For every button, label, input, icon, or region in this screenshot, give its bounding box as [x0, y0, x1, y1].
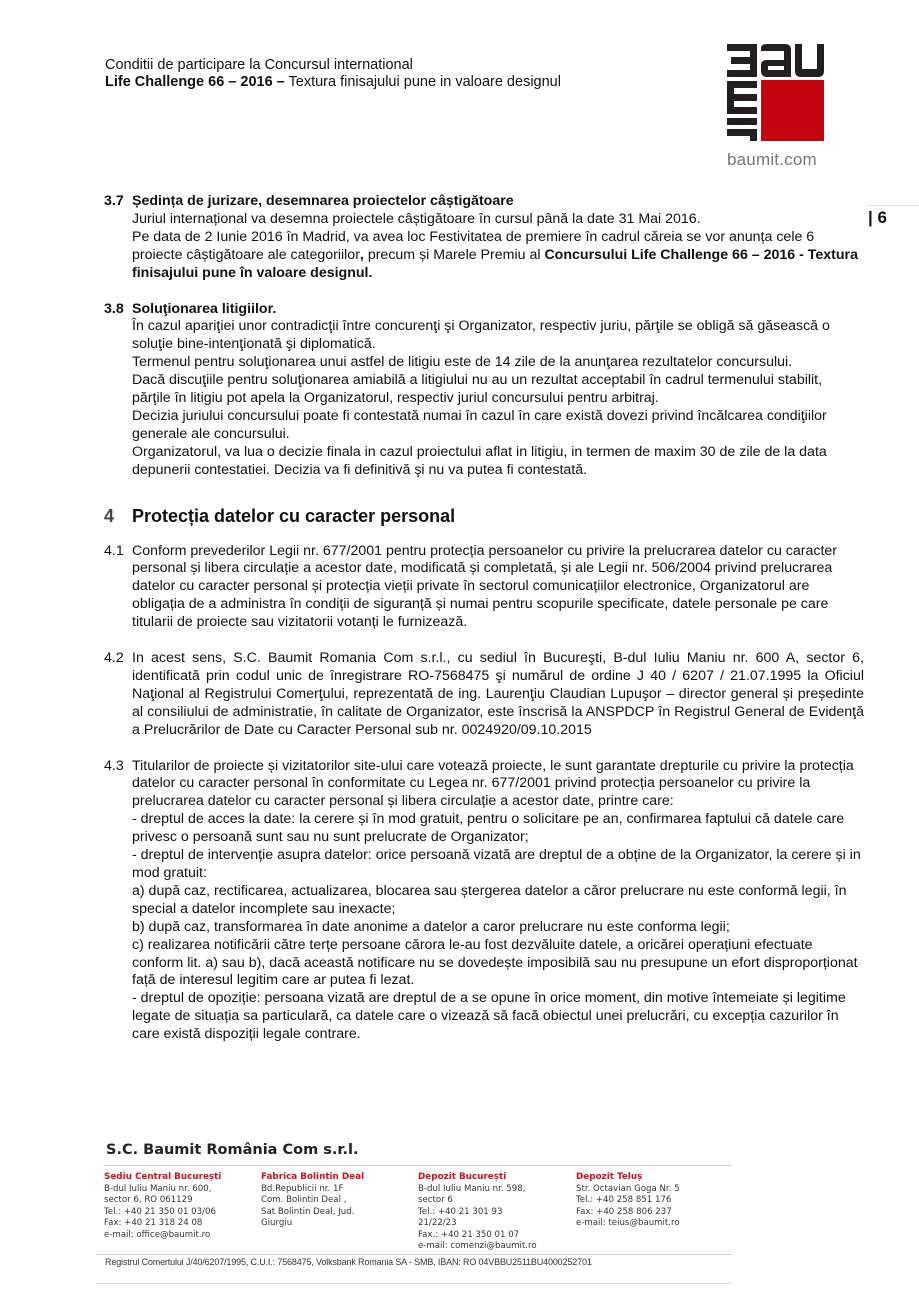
section-number: 3.7: [104, 193, 124, 209]
chapter-number: 4: [104, 505, 115, 526]
paragraph: Dacă discuţiile pentru soluţionarea amiabilă a litigiului nu au un rezultat acceptabil în cadrul termenului stabilit, părţile în litigiu pot apela la Organizatorul, respectiv juriul concursului pentru arbitraj.: [132, 372, 823, 407]
section-4-1: [104, 543, 864, 633]
footer-column-depozit-bucuresti: Depozit București B-dul Iuliu Maniu nr. 598, sector 6 Tel.: +40 21 301 93 21/22/23 Fax.: +40 21 350 01 07 e-mail: comenzi@baumit.ro: [418, 1172, 576, 1253]
page-number: | 6: [868, 208, 887, 227]
section-number: 3.8: [104, 300, 124, 317]
section-title: Ședința de jurizare, desemnarea proiectelor câștigătoare: [132, 193, 514, 209]
paragraph: Decizia juriului concursului poate fi contestată numai în cazul în care există dovezi privind încălcarea condiţiilor generale ale concursului.: [132, 407, 827, 442]
page-footer: [104, 1142, 732, 1253]
header-line-2-bold: Life Challenge 66 – 2016 –: [105, 74, 285, 90]
paragraph: Termenul pentru soluţionarea unui astfel de litigiu este de 14 zile de la anunţarea rezultatelor concursului.: [132, 354, 793, 371]
paragraph: Titularilor de proiecte și vizitatorilor site-ului care votează proiecte, le sunt garantate drepturile cu privire la protecția datelor cu caracter personal în conformitate cu Legea nr. 677/2001 privind protecția persoanelor cu privire la prelucrarea datelor cu caracter personal și libera circulație a acestor date, printre care:: [132, 757, 854, 810]
paragraph: În cazul apariţiei unor contradicţii între concurenţi şi Organizator, respectiv juriu, părţile se obligă să găsească o soluţie bine-intenţionată şi diplomatică.: [132, 318, 830, 353]
list-item: c) realizarea notificării către terțe persoane cărora le-au fost dezvăluite datele, a oricărei operațiuni efectuate conform lit. a) sau b), dacă această notificare nu se dovedește imposibilă sau nu presupune un efort disproporționat față de interesul legitim care ar putea fi lezat.: [132, 936, 858, 989]
footer-column-sediu: Sediu Central București B-dul Iuliu Maniu nr. 600, sector 6, RO 061129 Tel.: +40 21 350 01 03/06 Fax: +40 21 318 24 08 e-mail: office@baumit.ro: [104, 1172, 261, 1253]
section-number: 4.2: [104, 650, 124, 667]
footer-company-name: S.C. Baumit România Com s.r.l.: [106, 1142, 359, 1158]
document-header-title: [105, 57, 561, 91]
email-link: e-mail: office@baumit.ro: [104, 1229, 211, 1240]
header-line-2: [105, 74, 561, 91]
paragraph: Pe data de 2 Iunie 2016 în Madrid, va avea loc Festivitatea de premiere în cadrul căreia se vor anunța cele 6 proiecte câștigătoare ale categoriilor, precum și Marele Premiu al Concursului Life Challenge 66 – 2016 - Textura finisajului pune în valoare designul.: [132, 228, 858, 281]
footer-column-depozit-telus: Depozit Teluș Str. Octavian Goga Nr. 5 Tel.: +40 258 851 176 Fax: +40 258 806 237 e-mail: teius@baumit.ro: [576, 1172, 732, 1253]
section-4-3: [104, 758, 864, 1045]
section-3-7: [104, 193, 864, 283]
paragraph: In acest sens, S.C. Baumit Romania Com s.r.l., cu sediul în Bucureşti, B-dul Iuliu Maniu nr. 600 A, sector 6, identificată prin codul unic de înregistrare RO-7568475 şi numărul de ordine J 40 / 6207 / 21.07.1995 la Oficiul Naţional al Registrului Comerţului, reprezentată de ing. Laurenţiu Claudian Lupuşor – director general și președinte al consiliului de administratie, în calitate de Organizator, este înscrisă la ANSPDCP în Registrul General de Evidenţă a Prelucrărilor de Date cu Caracter Personal sub nr. 0024920/09.10.2015: [132, 650, 864, 738]
email-link: e-mail: teius@baumit.ro: [576, 1218, 680, 1228]
paragraph: Organizatorul, va lua o decizie finala in cazul proiectului aflat in litigiu, in termen de maxim 30 de zile de la data depunerii contestatiei. Decizia va fi definitivă şi nu va putea fi contestată.: [132, 443, 827, 478]
footer-divider: [104, 1165, 732, 1166]
footer-divider: [96, 1254, 732, 1255]
section-title: Soluţionarea litigiilor.: [132, 300, 277, 317]
footer-registry: Registrul Comertului J/40/6207/1995, C.U.I.: 7568475, Volksbank Romania SA - SMB, IBAN: RO 04VBBU2511BU4000252701: [105, 1257, 592, 1267]
logo-url: baumit.com: [727, 150, 817, 169]
header-line-2-rest: Textura finisajului pune in valoare designul: [284, 74, 561, 90]
header-line-1: Conditii de participare la Concursul international: [105, 57, 413, 73]
list-item: - dreptul de acces la date: la cerere și în mod gratuit, pentru o solicitare pe an, confirmarea faptului că datele care privesc o persoană sunt sau nu sunt prelucrate de Organizator;: [132, 811, 845, 846]
paragraph: Juriul internațional va desemna proiectele câștigătoare în cursul până la date 31 Mai 2016.: [132, 210, 701, 227]
chapter-4-heading: [104, 505, 864, 526]
list-item: a) după caz, rectificarea, actualizarea, blocarea sau ștergerea datelor a căror prelucrare nu este conformă legii, în special a datelor incomplete sau inexacte;: [132, 882, 847, 917]
list-item: - dreptul de opoziție: persoana vizată are dreptul de a se opune în orice moment, din motive întemeiate și legitime legate de situația sa particulară, ca datele care o vizează să facă obiectul unei prelucrări, cu excepția cazurilor în care există dispoziții legale contrare.: [132, 990, 846, 1043]
document-body: [104, 193, 864, 1044]
section-number: 4.3: [104, 757, 124, 774]
list-item: b) după caz, transformarea în date anonime a datelor a caror prelucrare nu este conforma legii;: [132, 918, 730, 935]
chapter-title: Protecția datelor cu caracter personal: [132, 505, 456, 526]
section-number: 4.1: [104, 542, 124, 559]
footer-column-fabrica: Fabrica Bolintin Deal Bd.Republicii nr. 1F Com. Bolintin Deal , Sat Bolintin Deal, Jud. Giurgiu: [261, 1172, 365, 1228]
paragraph: Conform prevederilor Legii nr. 677/2001 pentru protecția persoanelor cu privire la prelucrarea datelor cu caracter personal și libera circulație a acestor date, modificată și completată, și ale Legii nr. 506/2004 privind prelucrarea datelor cu caracter personal și protecția vieții private în sectorul comunicațiilor electronice, Organizatorul are obligația de a administra în condiții de siguranță și numai pentru scopurile specificate, datele personale pe care titularii de proiecte sau vizitatorii votanți le furnizează.: [132, 542, 838, 631]
email-link: e-mail: comenzi@baumit.ro: [418, 1241, 537, 1251]
footer-divider: [96, 1283, 732, 1284]
list-item: - dreptul de intervenție asupra datelor: orice persoană vizată are dreptul de a obține de la Organizator, la cerere și in mod gratuit:: [132, 847, 861, 881]
baumit-logo-icon: [727, 44, 824, 141]
section-4-2: [104, 650, 864, 740]
page-number-rule: [866, 205, 919, 206]
section-3-8: [104, 301, 864, 480]
